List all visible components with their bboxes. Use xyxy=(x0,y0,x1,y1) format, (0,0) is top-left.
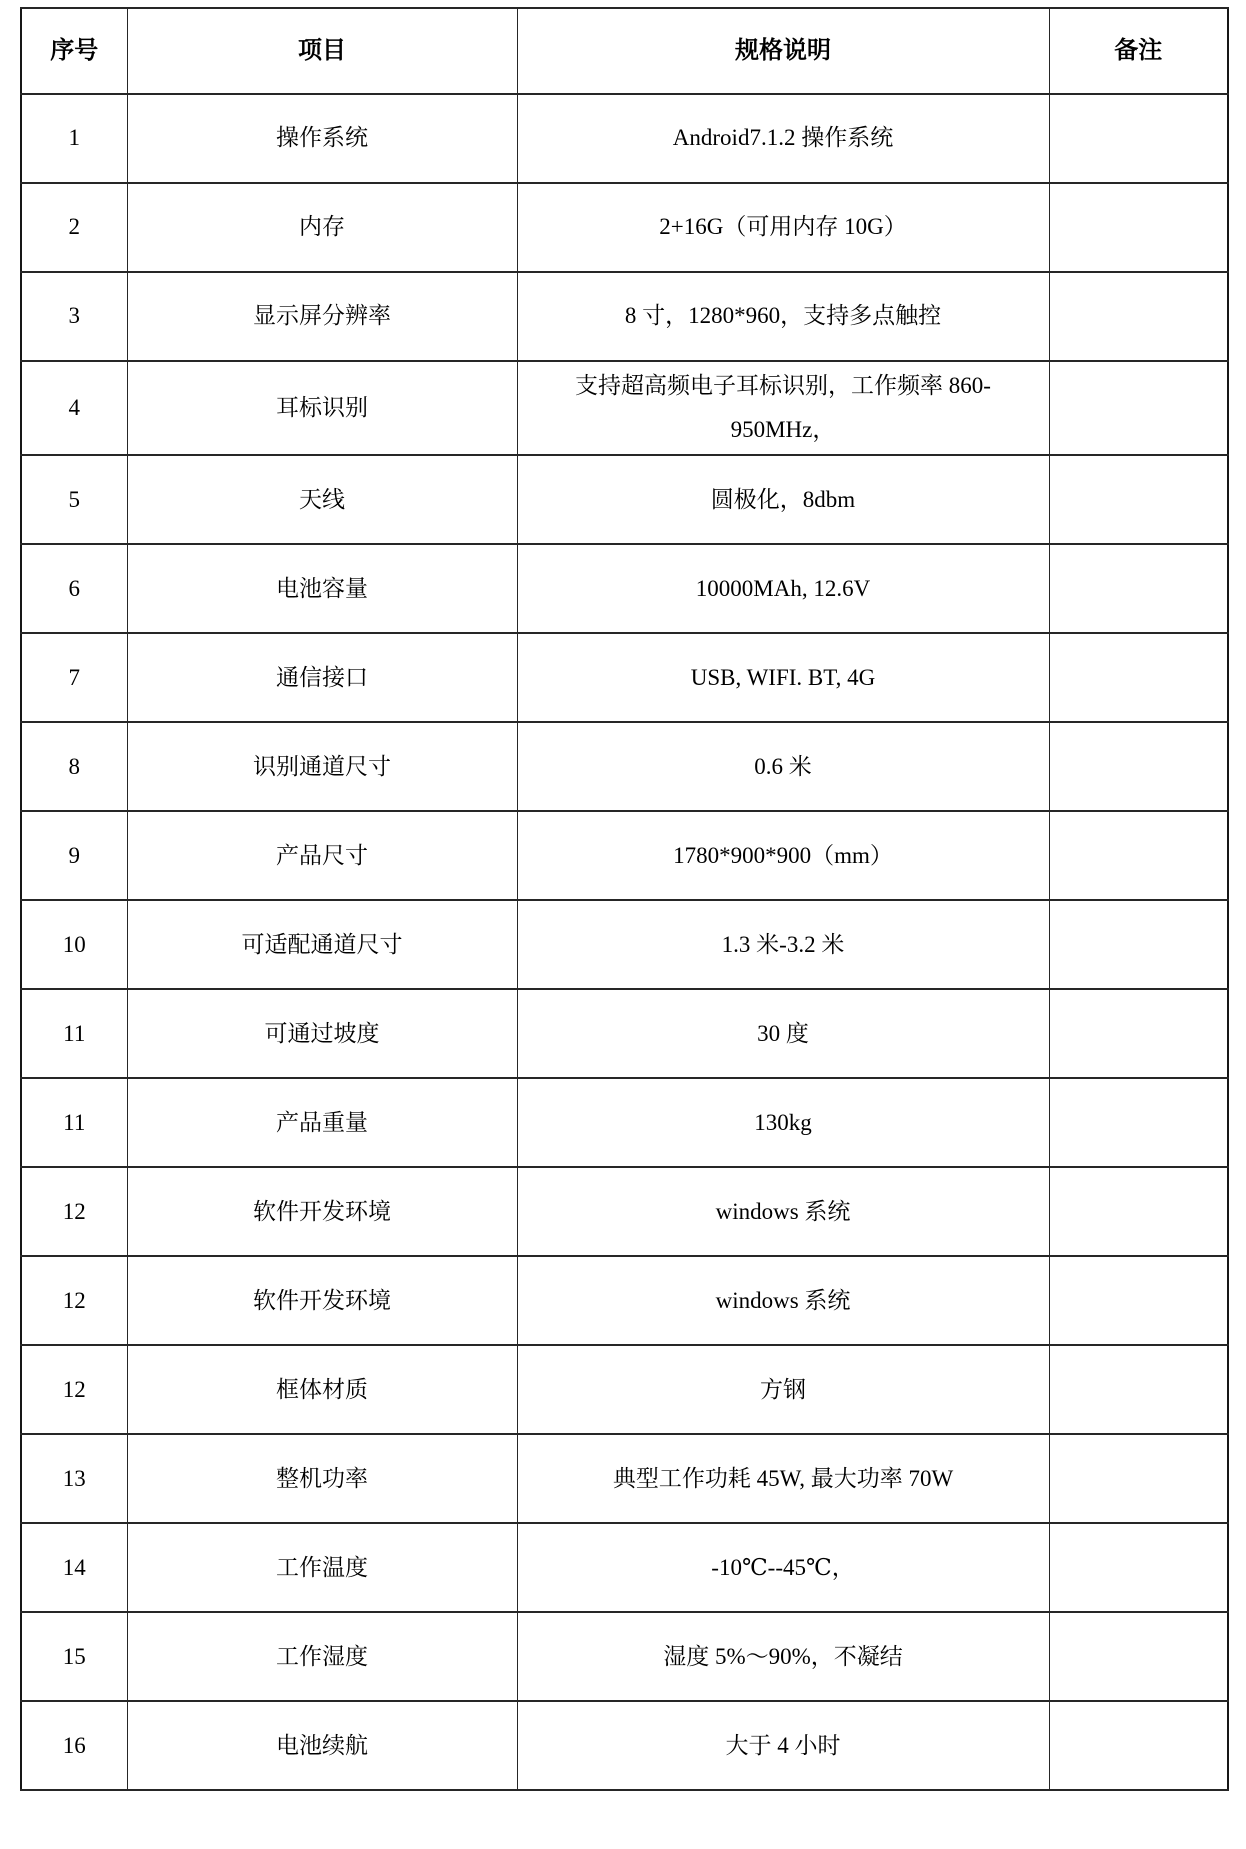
note-cell xyxy=(1049,811,1228,900)
note-cell xyxy=(1049,94,1228,183)
spec-cell: 8 寸，1280*960，支持多点触控 xyxy=(517,272,1049,361)
item-cell: 电池容量 xyxy=(127,544,517,633)
row-number-cell: 12 xyxy=(21,1167,127,1256)
header-no: 序号 xyxy=(21,8,127,94)
item-cell: 显示屏分辨率 xyxy=(127,272,517,361)
table-row xyxy=(21,1434,1228,1523)
table-row xyxy=(21,1612,1228,1701)
note-cell xyxy=(1049,900,1228,989)
spec-cell: windows 系统 xyxy=(517,1167,1049,1256)
spec-cell: 0.6 米 xyxy=(517,722,1049,811)
spec-cell: windows 系统 xyxy=(517,1256,1049,1345)
note-cell xyxy=(1049,1612,1228,1701)
row-number-cell: 7 xyxy=(21,633,127,722)
note-cell xyxy=(1049,1167,1228,1256)
spec-cell: Android7.1.2 操作系统 xyxy=(517,94,1049,183)
note-cell xyxy=(1049,183,1228,272)
spec-cell: -10℃--45℃， xyxy=(517,1523,1049,1612)
row-number-cell: 8 xyxy=(21,722,127,811)
spec-cell: 湿度 5%～90%，不凝结 xyxy=(517,1612,1049,1701)
table-row xyxy=(21,633,1228,722)
table-row xyxy=(21,361,1228,455)
item-cell: 软件开发环境 xyxy=(127,1256,517,1345)
table-row xyxy=(21,272,1228,361)
item-cell: 内存 xyxy=(127,183,517,272)
table-row xyxy=(21,722,1228,811)
note-cell xyxy=(1049,1701,1228,1790)
spec-cell: 方钢 xyxy=(517,1345,1049,1434)
spec-cell: 130kg xyxy=(517,1078,1049,1167)
table-row xyxy=(21,544,1228,633)
header-item: 项目 xyxy=(127,8,517,94)
row-number-cell: 11 xyxy=(21,989,127,1078)
spec-cell: 2+16G（可用内存 10G） xyxy=(517,183,1049,272)
note-cell xyxy=(1049,989,1228,1078)
item-cell: 可通过坡度 xyxy=(127,989,517,1078)
note-cell xyxy=(1049,633,1228,722)
table-row xyxy=(21,989,1228,1078)
row-number-cell: 10 xyxy=(21,900,127,989)
note-cell xyxy=(1049,1078,1228,1167)
item-cell: 天线 xyxy=(127,455,517,544)
note-cell xyxy=(1049,1523,1228,1612)
item-cell: 通信接口 xyxy=(127,633,517,722)
row-number-cell: 11 xyxy=(21,1078,127,1167)
row-number-cell: 13 xyxy=(21,1434,127,1523)
note-cell xyxy=(1049,361,1228,455)
row-number-cell: 6 xyxy=(21,544,127,633)
row-number-cell: 2 xyxy=(21,183,127,272)
row-number-cell: 15 xyxy=(21,1612,127,1701)
spec-cell: USB, WIFI. BT, 4G xyxy=(517,633,1049,722)
row-number-cell: 14 xyxy=(21,1523,127,1612)
spec-table xyxy=(20,7,1229,1791)
row-number-cell: 12 xyxy=(21,1256,127,1345)
note-cell xyxy=(1049,544,1228,633)
table-header xyxy=(21,8,1228,94)
item-cell: 识别通道尺寸 xyxy=(127,722,517,811)
table-row xyxy=(21,811,1228,900)
spec-cell: 10000MAh, 12.6V xyxy=(517,544,1049,633)
header-note: 备注 xyxy=(1049,8,1228,94)
table-row xyxy=(21,94,1228,183)
note-cell xyxy=(1049,455,1228,544)
row-number-cell: 5 xyxy=(21,455,127,544)
item-cell: 工作湿度 xyxy=(127,1612,517,1701)
spec-cell: 圆极化，8dbm xyxy=(517,455,1049,544)
header-row xyxy=(21,8,1228,94)
item-cell: 产品尺寸 xyxy=(127,811,517,900)
item-cell: 工作温度 xyxy=(127,1523,517,1612)
item-cell: 耳标识别 xyxy=(127,361,517,455)
row-number-cell: 12 xyxy=(21,1345,127,1434)
table-row xyxy=(21,1256,1228,1345)
table-row xyxy=(21,183,1228,272)
spec-cell: 30 度 xyxy=(517,989,1049,1078)
note-cell xyxy=(1049,1256,1228,1345)
table-row xyxy=(21,1345,1228,1434)
item-cell: 操作系统 xyxy=(127,94,517,183)
table-row xyxy=(21,1078,1228,1167)
note-cell xyxy=(1049,722,1228,811)
item-cell: 电池续航 xyxy=(127,1701,517,1790)
row-number-cell: 3 xyxy=(21,272,127,361)
spec-cell: 1780*900*900（mm） xyxy=(517,811,1049,900)
spec-cell: 1.3 米-3.2 米 xyxy=(517,900,1049,989)
spec-cell: 大于 4 小时 xyxy=(517,1701,1049,1790)
item-cell: 整机功率 xyxy=(127,1434,517,1523)
item-cell: 框体材质 xyxy=(127,1345,517,1434)
table-row xyxy=(21,900,1228,989)
table-row xyxy=(21,1701,1228,1790)
row-number-cell: 16 xyxy=(21,1701,127,1790)
row-number-cell: 4 xyxy=(21,361,127,455)
spec-cell: 典型工作功耗 45W, 最大功率 70W xyxy=(517,1434,1049,1523)
header-spec: 规格说明 xyxy=(517,8,1049,94)
note-cell xyxy=(1049,1434,1228,1523)
item-cell: 产品重量 xyxy=(127,1078,517,1167)
table-row xyxy=(21,455,1228,544)
note-cell xyxy=(1049,1345,1228,1434)
table-body xyxy=(21,94,1228,1790)
spec-cell: 支持超高频电子耳标识别，工作频率 860-950MHz， xyxy=(517,361,1049,455)
row-number-cell: 9 xyxy=(21,811,127,900)
item-cell: 软件开发环境 xyxy=(127,1167,517,1256)
row-number-cell: 1 xyxy=(21,94,127,183)
item-cell: 可适配通道尺寸 xyxy=(127,900,517,989)
note-cell xyxy=(1049,272,1228,361)
table-row xyxy=(21,1523,1228,1612)
table-row xyxy=(21,1167,1228,1256)
